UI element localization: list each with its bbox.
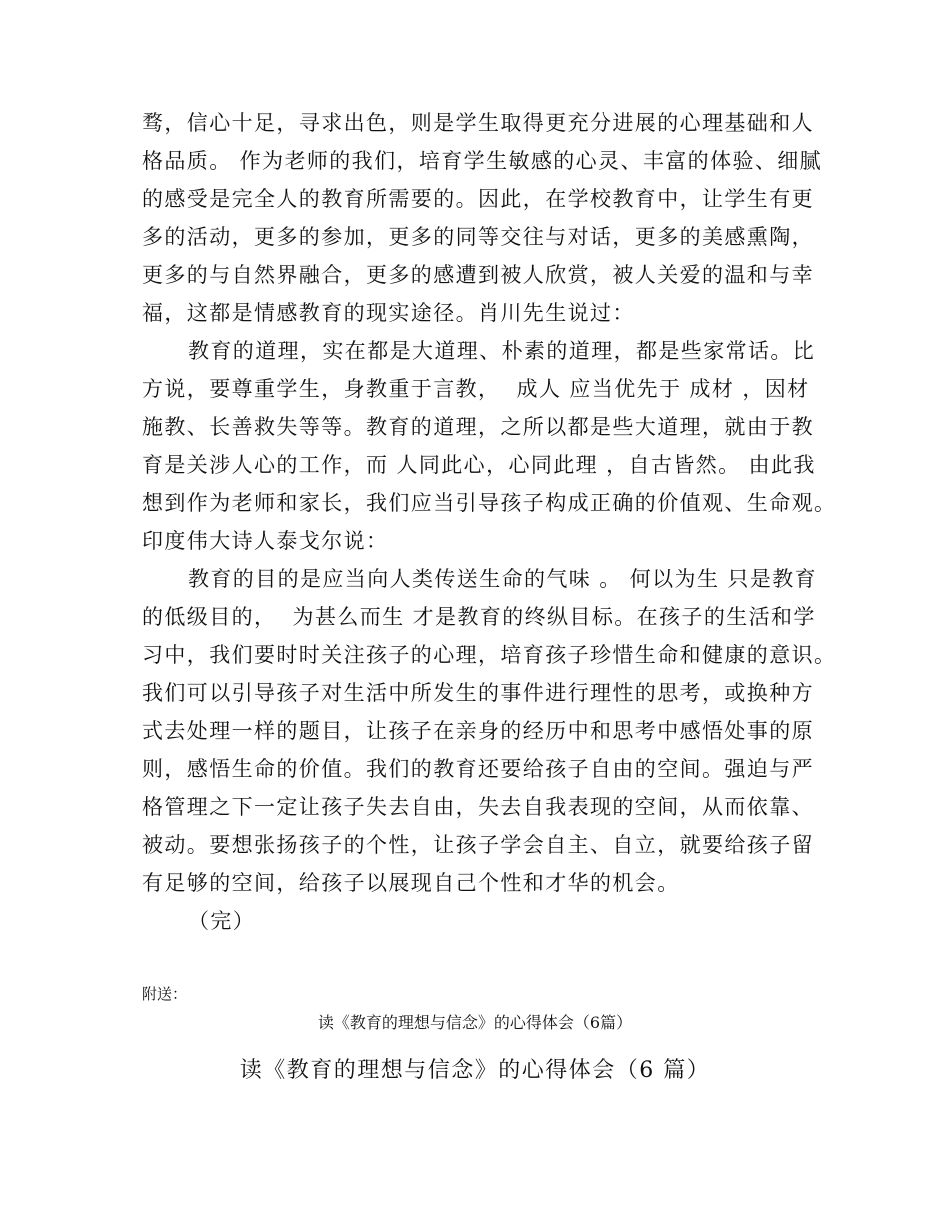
paragraph-line: 格品质。 作为老师的我们，培育学生敏感的心灵、丰富的体验、细腻 (142, 149, 823, 173)
paragraph-line: 教育的道理，实在都是大道理、朴素的道理，都是些家常话。比 (188, 339, 816, 363)
paragraph-line: 则，感悟生命的价值。我们的教育还要给孩子自由的空间。强迫与严 (142, 757, 814, 781)
paragraph-line: 施教、长善救失等等。教育的道理，之所以都是些大道理，就由于教 (142, 415, 814, 439)
paragraph-line: 骛，信心十足，寻求出色，则是学生取得更充分进展的心理基础和人 (142, 111, 814, 135)
paragraph-line: 有足够的空间，给孩子以展现自己个性和才华的机会。 (142, 871, 680, 895)
paragraph-line: 想到作为老师和家长，我们应当引导孩子构成正确的价值观、生命观。 (142, 491, 837, 515)
paragraph-line: 的感受是完全人的教育所需要的。因此，在学校教育中，让学生有更 (142, 187, 814, 211)
paragraph-line: 福，这都是情感教育的现实途径。肖川先生说过： (142, 301, 635, 325)
paragraph-line: 方说，要尊重学生，身教重于言教， 成人 应当优先于 成材 ，因材 (142, 377, 810, 401)
end-mark: （完） (188, 909, 256, 933)
paragraph-line: 多的活动，更多的参加，更多的同等交往与对话，更多的美感熏陶， (142, 225, 814, 249)
paragraph-line: 更多的与自然界融合，更多的感遭到被人欣赏，被人关爱的温和与幸 (142, 263, 814, 287)
paragraph-line: 格管理之下一定让孩子失去自由，失去自我表现的空间，从而依靠、 (142, 795, 814, 819)
paragraph-line: 印度伟大诗人泰戈尔说： (142, 529, 389, 553)
paragraph-line: 教育的目的是应当向人类传送生命的气味 。 何以为生 只是教育 (188, 567, 818, 591)
paragraph-line: 的低级目的， 为甚么而生 才是教育的终纵目标。在孩子的生活和学 (142, 605, 816, 629)
paragraph-line: 我们可以引导孩子对生活中所发生的事件进行理性的思考，或换种方 (142, 681, 814, 705)
paragraph-line: 育是关涉人心的工作，而 人同此心，心同此理 ，自古皆然。 由此我 (142, 453, 816, 477)
paragraph-line: 式去处理一样的题目，让孩子在亲身的经历中和思考中感悟处事的原 (142, 719, 814, 743)
appendix-label: 附送： (142, 985, 188, 1003)
paragraph-line: 习中，我们要时时关注孩子的心理，培育孩子珍惜生命和健康的意识。 (142, 643, 837, 667)
appendix-title: 读《教育的理想与信念》的心得体会（6 篇） (239, 1058, 711, 1083)
appendix-subtitle: 读《教育的理想与信念》的心得体会（6篇） (317, 1013, 633, 1032)
paragraph-line: 被动。要想张扬孩子的个性，让孩子学会自主、自立，就要给孩子留 (142, 833, 814, 857)
